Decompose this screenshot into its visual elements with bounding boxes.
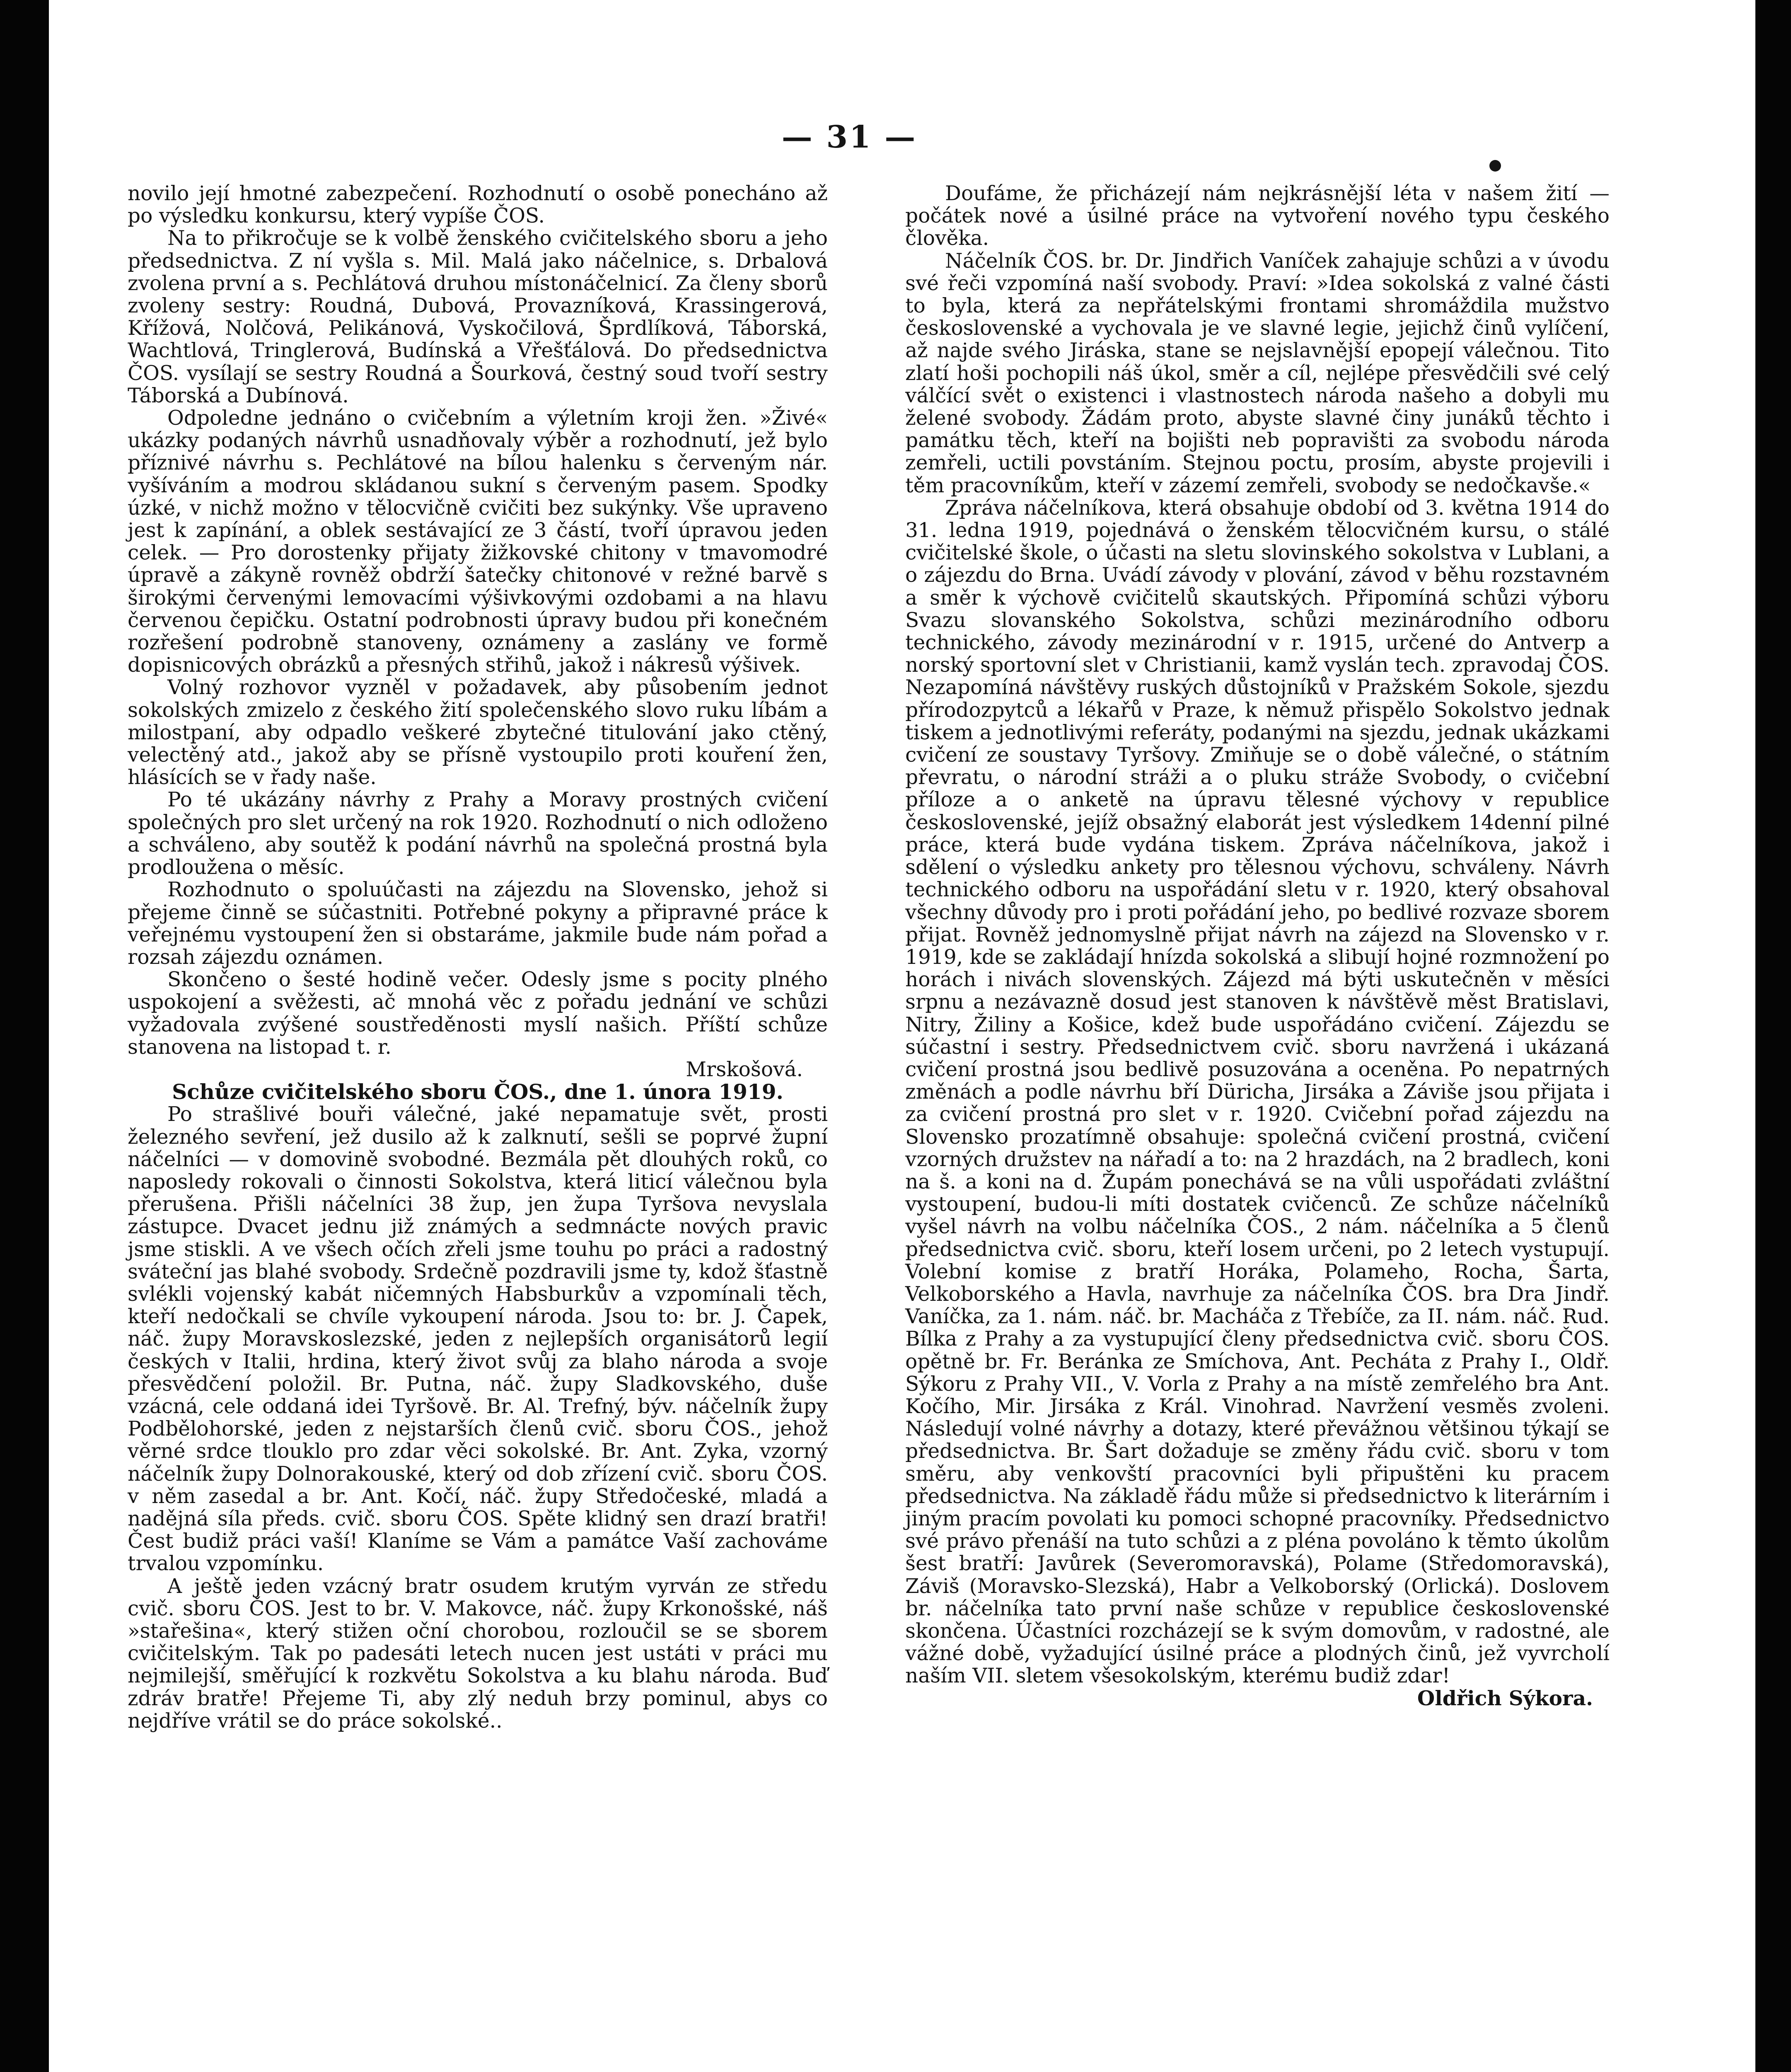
paragraph: Doufáme, že přicházejí nám nejkrásnější léta v našem žití — počátek nové a úsilné práce na vytvoření nového typu českého člověka.	[905, 182, 1610, 250]
right-column	[905, 182, 1610, 1710]
signature-sykora: Oldřich Sýkora.	[1417, 1686, 1593, 1710]
paragraph: Náčelník ČOS. br. Dr. Jindřich Vaníček zahajuje schůzi a v úvodu své řeči vzpomíná naší svobody. Praví: »Idea sokolská z valné části to byla, která za nepřátelskými frontami shromáždila mužstvo československé a vychovala je ve slavné legie, jejichž činů vylíčení, až najde svého Jiráska, stane se nejslavnější epopejí válečnou. Tito zlatí hoši pochopili náš úkol, směr a cíl, nejlépe přesvědčili své celý válčící svět o existenci i vlastnostech národa našeho a dobyli mu želené svobody. Žádám proto, abyste slavné činy junáků těchto i památku těch, kteří na bojišti neb popravišti za svobodu národa zemřeli, uctili povstáním. Stejnou poctu, prosím, abyste projevili i těm pracovníkům, kteří v zázemí zemřeli, svobody se nedočkavše.«	[905, 249, 1610, 497]
paragraph: Po té ukázány návrhy z Prahy a Moravy prostných cvičení společných pro slet určený na rok 1920. Rozhodnutí o nich odloženo a schváleno, aby soutěž k podání návrhů na společná prostná byla prodloužena o měsíc.	[128, 788, 828, 879]
left-column	[128, 182, 828, 1732]
paragraph: Volný rozhovor vyzněl v požadavek, aby působením jednot sokolských zmizelo z českého žití společenského slovo ruku líbám a milostpaní, aby odpadlo veškeré zbytečné titulování jako ctěný, velectěný atd., jakož aby se přísně vystoupilo proti kouření žen, hlásících se v řady naše.	[128, 676, 828, 789]
paragraph: novilo její hmotné zabezpečení. Rozhodnutí o osobě ponecháno až po výsledku konkursu, který vypíše ČOS.	[128, 182, 828, 228]
section-heading: Schůze cvičitelského sboru ČOS., dne 1. února 1919.	[172, 1080, 783, 1104]
paragraph: Rozhodnuto o spoluúčasti na zájezdu na Slovensko, jehož si přejeme činně se súčastniti. Potřebné pokyny a připravné práce k veřejnému vystoupení žen si obstaráme, jakmile bude nám pořad a rozsah zájezdu oznámen.	[128, 878, 828, 969]
print-mark-dot	[1489, 160, 1501, 172]
scan-border-left	[0, 0, 49, 2072]
paragraph: Zpráva náčelníkova, která obsahuje období od 3. května 1914 do 31. ledna 1919, pojednává o ženském tělocvičném kursu, o stálé cvičitelské škole, o účasti na sletu slovinského sokolstva v Lublani, a o zájezdu do Brna. Uvádí závody v plování, závod v běhu rozstavném a směr k výchově cvičitelů skautských. Připomíná schůzi výboru Svazu slovanského Sokolstva, schůzi mezinárodního odboru technického, závody mezinárodní v r. 1915, určené do Antverp a norský sportovní slet v Christianii, kamž vyslán tech. zpravodaj ČOS. Nezapomíná návštěvy ruských důstojníků v Pražském Sokole, sjezdu přírodozpytců a lékařů v Praze, k němuž přispělo Sokolstvo jednak tiskem a jednotlivými referáty, podanými na sjezdu, jednak ukázkami cvičení ze soustavy Tyršovy. Zmiňuje se o době válečné, o státním převratu, o národní stráži a o pluku stráže Svobody, o cvičební příloze a o anketě na úpravu tělesné výchovy v republice československé, jejíž obsažný elaborát jest výsledkem 14denní pilné práce, která bude vydána tiskem. Zpráva náčelníkova, jakož i sdělení o výsledku ankety pro tělesnou výchovu, schváleny. Návrh technického odboru na uspořádání sletu v r. 1920, který obsahoval všechny důvody pro i proti pořádání jeho, po bedlivé rozvaze sborem přijat. Rovněž jednomyslně přijat návrh na zájezd na Slovensko v r. 1919, kde se zakládají hnízda sokolská a slibují hojné rozmnožení po horách i nivách slovenských. Zájezd má býti uskutečněn v měsíci srpnu a nezávazně dosud jest stanoven k návštěvě měst Bratislavi, Nitry, Žiliny a Košice, kdež bude uspořádáno cvičení. Zájezdu se súčastní i sestry. Předsednictvem cvič. sboru navržená i ukázaná cvičení prostná jsou bedlivě posuzována a oceněna. Po nepatrných změnách a podle návrhu bří Düricha, Jirsáka a Záviše jsou přijata i za cvičení prostná pro slet v r. 1920. Cvičební pořad zájezdu na Slovensko prozatímně obsahuje: společná cvičení prostná, cvičení vzorných družstev na nářadí a to: na 2 hrazdách, na 2 bradlech, koni na š. a koni na d. Župám ponechává se na vůli uspořádati zvláštní vystoupení, budou-li míti dostatek cvičenců. Ze schůze náčelníků vyšel návrh na volbu náčelníka ČOS., 2 nám. náčelníka a 5 členů předsednictva cvič. sboru, kteří losem určeni, po 2 letech vystupují. Volební komise z bratří Horáka, Polameho, Rocha, Šarta, Velkoborského a Havla, navrhuje za náčelníka ČOS. bra Dra Jindř. Vaníčka, za 1. nám. náč. br. Macháča z Třebíče, za II. nám. náč. Rud. Bílka z Prahy a za vystupující členy předsednictva cvič. sboru ČOS. opětně br. Fr. Beránka ze Smíchova, Ant. Pecháta z Prahy I., Oldř. Sýkoru z Prahy VII., V. Vorla z Prahy a na místě zemřelého bra Ant. Kočího, Mir. Jirsáka z Král. Vinohrad. Navržení vesměs zvoleni. Následují volné návrhy a dotazy, které převážnou většinou týkají se předsednictva. Br. Šart dožaduje se změny řádu cvič. sboru v tom směru, aby venkovští pracovníci byli připuštěni ku pracem předsednictva. Na základě řádu může si předsednictvo k literárním i jiným pracím povolati ku pomoci schopné pracovníky. Předsednictvo své právo přenáší na tuto schůzi a z pléna povoláno k těmto úkolům šest bratří: Javůrek (Severomoravská), Polame (Středomoravská), Záviš (Moravsko-Slezská), Habr a Velkoborský (Orlická). Doslovem br. náčelníka tato první naše schůze v republice československé skončena. Účastníci rozcházejí se k svým domovům, v radostné, ale vážné době, vyžadující úsilné práce a plodných činů, jež vyvrcholí naším VII. sletem všesokolským, kterému budiž zdar!	[905, 496, 1610, 1688]
page-number: — 31 —	[781, 119, 917, 155]
paragraph: Skončeno o šesté hodině večer. Odesly jsme s pocity plného uspokojení a svěžesti, ač mnohá věc z pořadu jednání ve schůzi vyžadovala zvýšené soustředěnosti myslí našich. Příští schůze stanovena na listopad t. r.	[128, 968, 828, 1059]
paragraph: Na to přikročuje se k volbě ženského cvičitelského sboru a jeho předsednictva. Z ní vyšla s. Mil. Malá jako náčelnice, s. Drbalová zvolena první a s. Pechlátová druhou místonáčelnicí. Za členy sborů zvoleny sestry: Roudná, Dubová, Provazníková, Krassingerová, Křížová, Nolčová, Pelikánová, Vyskočilová, Šprdlíková, Táborská, Wachtlová, Tringlerová, Budínská a Vřešťálová. Do předsednictva ČOS. vysílají se sestry Roudná a Šourková, čestný soud tvoří sestry Táborská a Dubínová.	[128, 227, 828, 407]
scan-border-right	[1755, 0, 1791, 2072]
paragraph: A ještě jeden vzácný bratr osudem krutým vyrván ze středu cvič. sboru ČOS. Jest to br. V. Makovce, náč. župy Krkonošské, náš »stařešina«, který stižen oční chorobou, rozloučil se se sborem cvičitelským. Tak po padesáti letech nucen jest ustáti v práci mu nejmilejší, směřující k rozkvětu Sokolstva a ku blahu národa. Buď zdráv bratře! Přejeme Ti, aby zlý neduh brzy pominul, abys co nejdříve vrátil se do práce sokolské..	[128, 1574, 828, 1733]
paragraph: Po strašlivé bouři válečné, jaké nepamatuje svět, prosti železného sevření, jež dusilo až k zalknutí, sešli se poprvé župní náčelníci — v domovině svobodné. Bezmála pět dlouhých roků, co naposledy rokovali o činnosti Sokolstva, která liticí válečnou byla přerušena. Přišli náčelníci 38 žup, jen župa Tyršova nevyslala zástupce. Dvacet jednu již známých a sedmnácte nových pravic jsme stiskli. A ve všech očích zřeli jsme touhu po práci a radostný sváteční jas blahé svobody. Srdečně pozdravili jsme ty, kdož šťastně svlékli vojenský kabát ničemných Habsburkův a vzpomínali těch, kteří nedočkali se chvíle vykoupení národa. Jsou to: br. J. Čapek, náč. župy Moravskoslezské, jeden z nejlepších organisátorů legií českých v Italii, hrdina, který život svůj za blaho národa a svoje přesvědčení položil. Br. Putna, náč. župy Sladkovského, duše vzácná, cele oddaná idei Tyršově. Br. Al. Trefný, býv. náčelník župy Podbělohorské, jeden z nejstarších členů cvič. sboru ČOS., jehož věrné srdce tlouklo pro zdar věci sokolské. Br. Ant. Zyka, vzorný náčelník župy Dolnorakouské, který od dob zřízení cvič. sboru ČOS. v něm zasedal a br. Ant. Kočí, náč. župy Středočeské, mladá a nadějná síla předs. cvič. sboru ČOS. Spěte klidný sen drazí bratři! Čest budiž práci vaší! Klaníme se Vám a památce Vaší zachováme trvalou vzpomínku.	[128, 1103, 828, 1576]
paragraph: Odpoledne jednáno o cvičebním a výletním kroji žen. »Živé« ukázky podaných návrhů usnadňovaly výběr a rozhodnutí, jež bylo příznivé návrhu s. Pechlátové na bílou halenku s červeným nár. vyšíváním a modrou skládanou sukní s červeným pasem. Spodky úzké, v nichž možno v tělocvičně cvičiti bez sukýnky. Vše upraveno jest k zapínání, a oblek sestávající ze 3 částí, tvoří úpravou jeden celek. — Pro dorostenky přijaty žižkovské chitony v tmavomodré úpravě a zákyně rovněž obdrží šatečky chitonové v režné barvě s širokými červenými lemovacími výšivkovými ozdobami a na hlavu červenou čepičku. Ostatní podrobnosti úpravy budou při konečném rozřešení podrobně stanoveny, oznámeny a zaslány ve formě dopisnicových obrázků a přesných střihů, jakož i nákresů výšivek.	[128, 407, 828, 677]
signature-mrskosova: Mrskošová.	[686, 1058, 803, 1081]
